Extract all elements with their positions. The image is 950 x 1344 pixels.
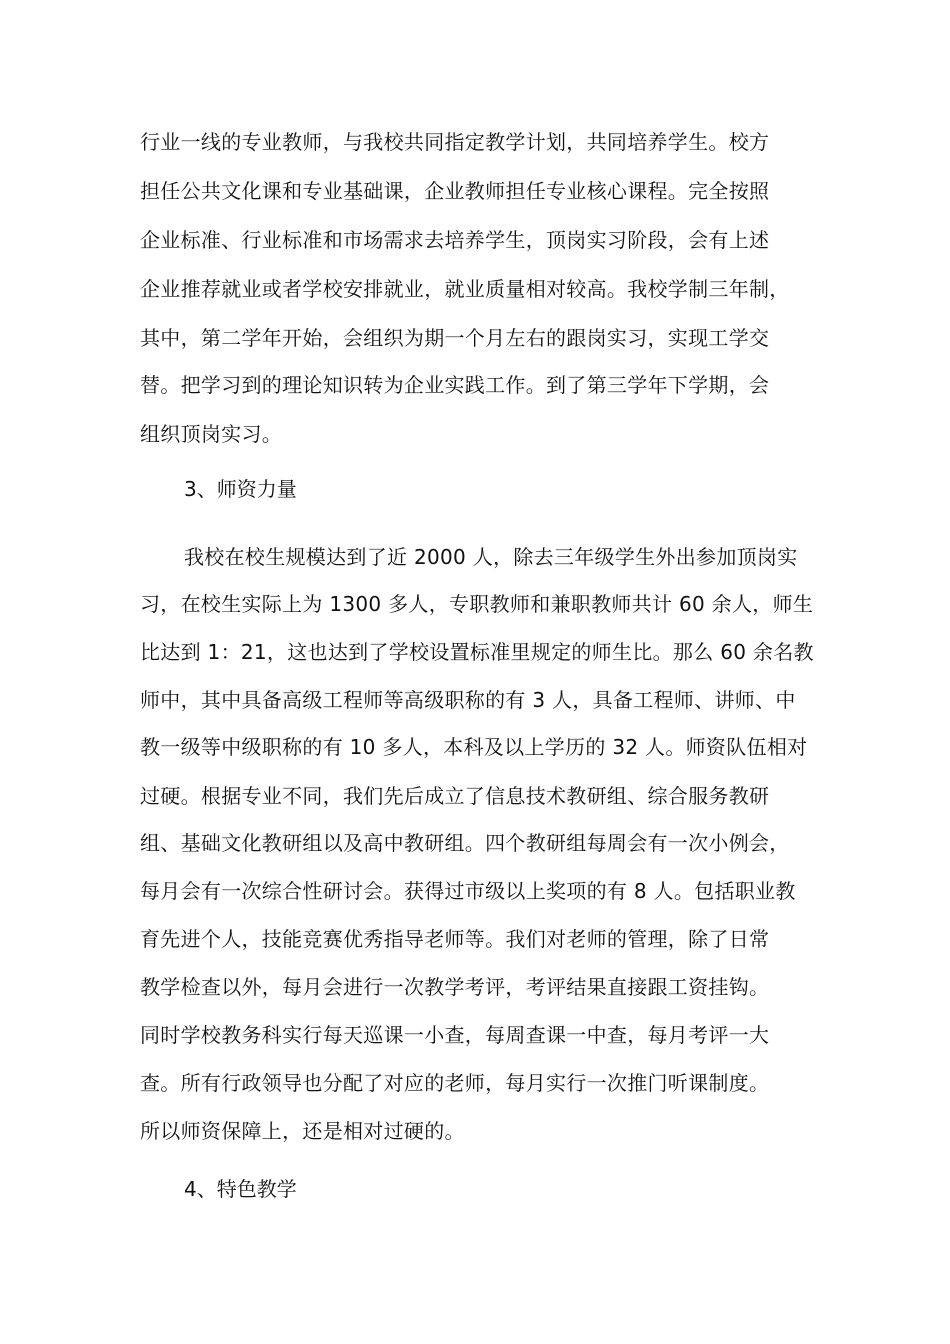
paragraph-2-line-2: 习，在校生实际上为 1300 多人，专职教师和兼职教师共计 60 余人，师生 xyxy=(140,592,814,616)
paragraph-1-line-7: 组织顶岗实习。 xyxy=(140,422,283,446)
paragraph-2-line-5: 教一级等中级职称的有 10 多人，本科及以上学历的 32 人。师资队伍相对 xyxy=(140,735,808,759)
paragraph-2-line-8: 每月会有一次综合性研讨会。获得过市级以上奖项的有 8 人。包括职业教 xyxy=(140,879,796,903)
paragraph-1-line-6: 替。把学习到的理论知识转为企业实践工作。到了第三学年下学期，会 xyxy=(140,373,770,397)
paragraph-2-line-4: 师中，其中具备高级工程师等高级职称的有 3 人，具备工程师、讲师、中 xyxy=(140,688,796,712)
paragraph-2-line-13: 所以师资保障上，还是相对过硬的。 xyxy=(140,1119,465,1143)
paragraph-2-line-3: 比达到 1：21，这也达到了学校设置标准里规定的师生比。那么 60 余名教 xyxy=(140,640,814,664)
paragraph-1-line-3: 企业标准、行业标准和市场需求去培养学生，顶岗实习阶段，会有上述 xyxy=(140,228,770,252)
paragraph-1-line-5: 其中，第二学年开始，会组织为期一个月左右的跟岗实习，实现工学交 xyxy=(140,326,770,350)
paragraph-2-line-1: 我校在校生规模达到了近 2000 人，除去三年级学生外出参加顶岗实 xyxy=(184,545,798,569)
section-heading-4: 4、特色教学 xyxy=(184,1177,297,1201)
section-heading-3: 3、师资力量 xyxy=(184,477,297,501)
paragraph-2-line-11: 同时学校教务科实行每天巡课一小查，每周查课一中查，每月考评一大 xyxy=(140,1023,770,1047)
paragraph-2-line-10: 教学检查以外，每月会进行一次教学考评，考评结果直接跟工资挂钩。 xyxy=(140,975,770,999)
paragraph-1-line-4: 企业推荐就业或者学校安排就业，就业质量相对较高。我校学制三年制， xyxy=(140,277,790,301)
paragraph-1-line-1: 行业一线的专业教师，与我校共同指定教学计划，共同培养学生。校方 xyxy=(140,130,770,154)
paragraph-1-line-2: 担任公共文化课和专业基础课，企业教师担任专业核心课程。完全按照 xyxy=(140,179,770,203)
paragraph-2-line-6: 过硬。根据专业不同，我们先后成立了信息技术教研组、综合服务教研 xyxy=(140,784,770,808)
paragraph-2-line-9: 育先进个人，技能竞赛优秀指导老师等。我们对老师的管理，除了日常 xyxy=(140,927,770,951)
paragraph-2-line-7: 组、基础文化教研组以及高中教研组。四个教研组每周会有一次小例会， xyxy=(140,831,790,855)
paragraph-2-line-12: 查。所有行政领导也分配了对应的老师，每月实行一次推门听课制度。 xyxy=(140,1071,770,1095)
